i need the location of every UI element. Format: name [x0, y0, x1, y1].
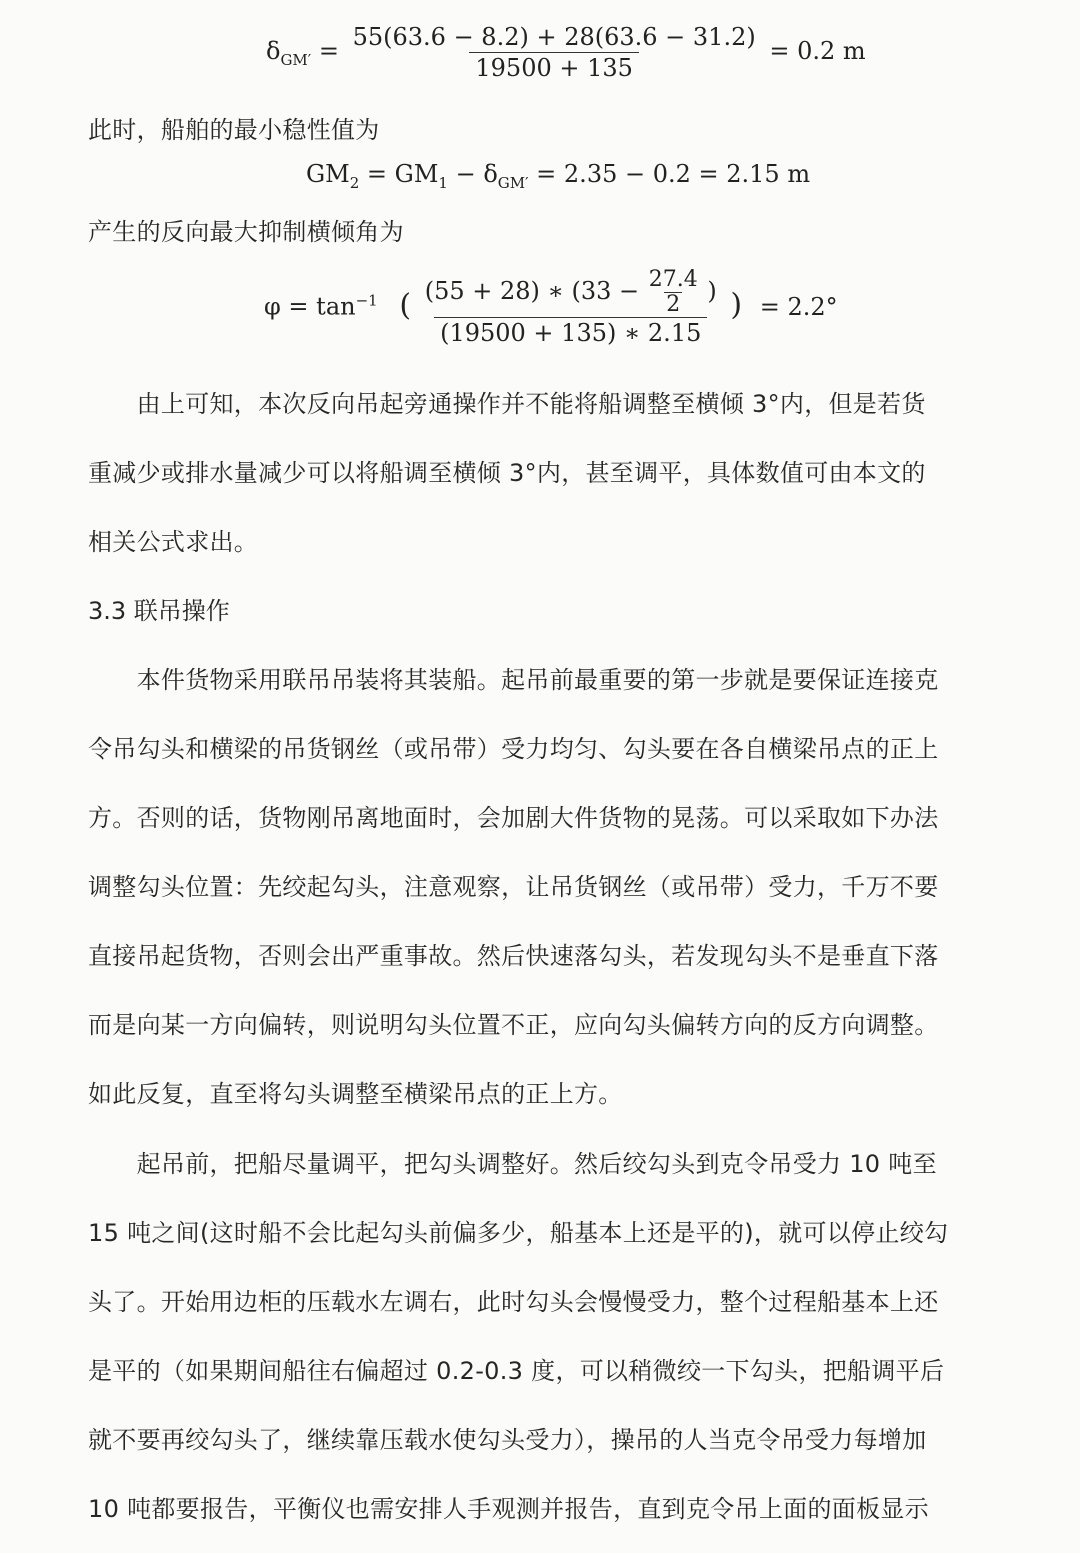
formula-inner-numerator: 27.4	[648, 267, 698, 292]
paragraph2-line6: 而是向某一方向偏转，则说明勾头位置不正，应向勾头偏转方向的反方向调整。	[88, 1011, 939, 1039]
formula-minus-delta: − δ	[447, 160, 498, 188]
formula-inner-fraction	[647, 268, 700, 317]
formula-phi-numerator	[419, 268, 723, 317]
formula-gm2-subscript: 2	[349, 173, 360, 192]
text-min-stability-intro: 此时，船舶的最小稳性值为	[88, 116, 380, 144]
formula-phi-superscript: −1	[355, 291, 378, 310]
paragraph3-line6: 10 吨都要报告，平衡仪也需安排人手观测并报告，直到克令吊上面的面板显示	[88, 1495, 929, 1523]
paragraph2-line7: 如此反复，直至将勾头调整至横梁吊点的正上方。	[88, 1080, 623, 1108]
paragraph1-line2: 重减少或排水量减少可以将船调至横倾 3°内，甚至调平，具体数值可由本文的	[88, 459, 926, 487]
formula-phi-close-paren: )	[730, 287, 743, 323]
paragraph1-line1: 由上可知，本次反向吊起旁通操作并不能将船调整至横倾 3°内，但是若货	[88, 390, 926, 418]
formula-gm2	[306, 160, 810, 192]
paragraph3-line2: 15 吨之间(这时船不会比起勾头前偏多少，船基本上还是平的)，就可以停止绞勾	[88, 1219, 949, 1247]
formula-phi-lhs: φ = tan	[264, 292, 356, 321]
section-heading: 3.3 联吊操作	[88, 597, 230, 625]
formula-phi-num-right: )	[707, 277, 717, 306]
formula-delta-gm	[266, 22, 866, 83]
formula-delta-subscript-2: GM′	[497, 173, 529, 192]
formula-phi-num-left: (55 + 28) ∗ (33 −	[424, 277, 640, 306]
formula-gm2-symbol: GM	[306, 160, 350, 188]
formula-delta-symbol: δ	[266, 37, 281, 65]
formula-result: = 0.2 m	[769, 37, 866, 65]
formula-phi-open-paren: (	[399, 287, 412, 323]
formula-fraction	[347, 22, 762, 83]
formula-phi	[264, 268, 838, 348]
formula-phi-denominator: (19500 + 135) ∗ 2.15	[434, 317, 707, 348]
paragraph2-line2: 令吊勾头和横梁的吊货钢丝（或吊带）受力均匀、勾头要在各自横梁吊点的正上	[88, 735, 939, 763]
paragraph2-line3: 方。否则的话，货物刚吊离地面时，会加剧大件货物的晃荡。可以采取如下办法	[88, 804, 939, 832]
formula-gm1-subscript: 1	[438, 173, 448, 192]
formula-gm2-result: = 2.35 − 0.2 = 2.15 m	[528, 160, 811, 188]
text-heel-angle-intro: 产生的反向最大抑制横倾角为	[88, 218, 404, 246]
formula-phi-result: = 2.2°	[759, 292, 838, 321]
paragraph3-line3: 头了。开始用边柜的压载水左调右，此时勾头会慢慢受力，整个过程船基本上还	[88, 1288, 939, 1316]
formula-inner-denominator: 2	[666, 292, 681, 318]
formula-delta-subscript: GM′	[280, 50, 312, 69]
formula-phi-fraction	[419, 268, 723, 348]
paragraph2-line4: 调整勾头位置：先绞起勾头，注意观察，让吊货钢丝（或吊带）受力，千万不要	[88, 873, 939, 901]
formula-equals: =	[318, 37, 339, 65]
paragraph1-line3: 相关公式求出。	[88, 528, 259, 556]
formula-numerator: 55(63.6 − 8.2) + 28(63.6 − 31.2)	[352, 23, 756, 51]
paragraph3-line4: 是平的（如果期间船往右偏超过 0.2-0.3 度，可以稍微绞一下勾头，把船调平后	[88, 1357, 945, 1385]
paragraph2-line5: 直接吊起货物，否则会出严重事故。然后快速落勾头，若发现勾头不是垂直下落	[88, 942, 939, 970]
paragraph3-line5: 就不要再绞勾头了，继续靠压载水使勾头受力），操吊的人当克令吊受力每增加	[88, 1426, 927, 1454]
paragraph3-line1: 起吊前，把船尽量调平，把勾头调整好。然后绞勾头到克令吊受力 10 吨至	[88, 1150, 937, 1178]
formula-denominator: 19500 + 135	[469, 52, 639, 83]
formula-gm1-symbol: = GM	[359, 160, 439, 188]
paragraph2-line1: 本件货物采用联吊吊装将其装船。起吊前最重要的第一步就是要保证连接克	[88, 666, 939, 694]
